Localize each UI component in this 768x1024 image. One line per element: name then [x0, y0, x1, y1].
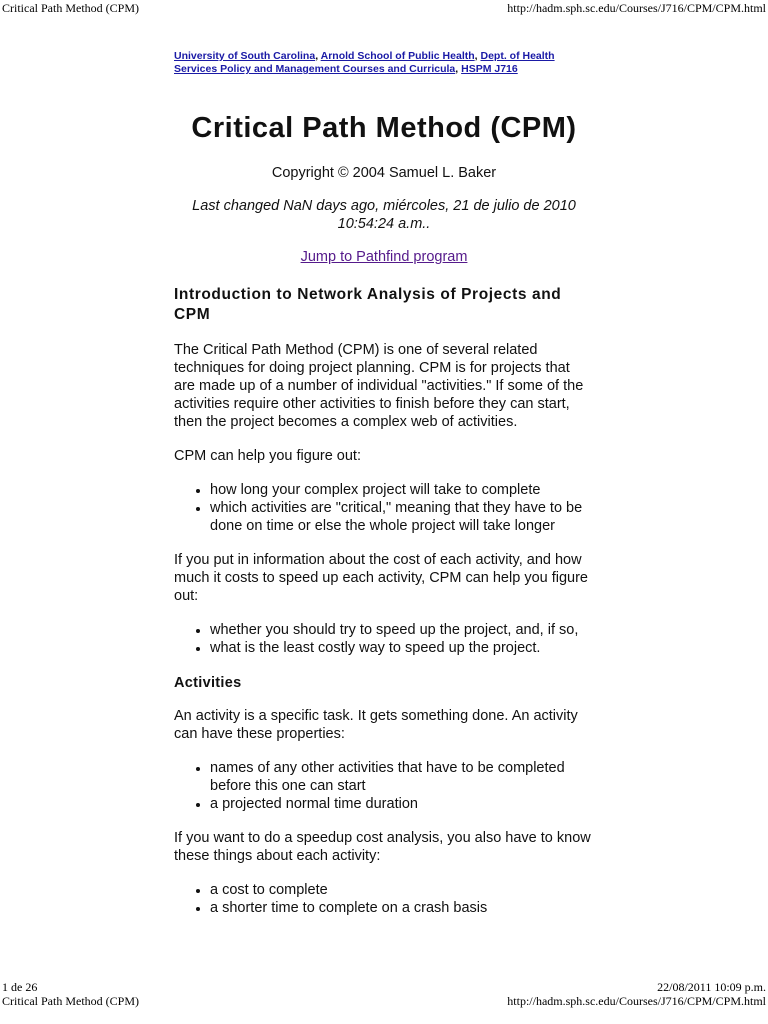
- breadcrumb-link-university[interactable]: University of South Carolina: [174, 50, 316, 62]
- list-item: • what is the least costly way to speed up the project.: [210, 639, 594, 657]
- breadcrumb-separator: ,: [315, 50, 321, 62]
- print-footer-url: http://hadm.sph.sc.edu/Courses/J716/CPM/CPM.html: [507, 994, 766, 1008]
- print-header-title: Critical Path Method (CPM): [2, 1, 139, 15]
- page-title: Critical Path Method (CPM): [191, 112, 577, 144]
- copyright-line: Copyright © 2004 Samuel L. Baker: [271, 165, 497, 181]
- activities-paragraph: If you want to do a speedup cost analysis, you also have to know these things about each activity:: [174, 830, 591, 864]
- intro-paragraph: CPM can help you figure out:: [174, 448, 361, 464]
- activities-heading: Activities: [174, 675, 242, 691]
- intro-paragraph: If you put in information about the cost of each activity, and how much it costs to speed up each activity, CPM can help you figure out:: [174, 552, 588, 604]
- intro-paragraph: The Critical Path Method (CPM) is one of several related techniques for doing project planning. CPM is for projects that are made up of a number of individual "activities." If some of the activities require other activities to finish before they can start, then the project becomes a complex web of activities.: [174, 342, 584, 430]
- page-content: [174, 50, 594, 917]
- jump-to-pathfind-link[interactable]: Jump to Pathfind program: [300, 249, 468, 265]
- print-footer-datetime: 22/08/2011 10:09 p.m.: [657, 980, 766, 994]
- breadcrumb-link-course[interactable]: HSPM J716: [461, 63, 518, 75]
- breadcrumb-separator: ,: [455, 63, 462, 75]
- activities-paragraph: An activity is a specific task. It gets something done. An activity can have these properties:: [174, 708, 578, 742]
- last-changed-line: Last changed NaN days ago, miércoles, 21 de julio de 2010 10:54:24 a.m..: [192, 198, 576, 232]
- print-footer-title: Critical Path Method (CPM): [2, 994, 139, 1008]
- list-item: • names of any other activities that have to be completed before this one can start: [210, 759, 594, 795]
- print-header-url: http://hadm.sph.sc.edu/Courses/J716/CPM/CPM.html: [507, 1, 766, 15]
- bullet-list: [174, 881, 594, 917]
- intro-heading: Introduction to Network Analysis of Projects and CPM: [174, 286, 562, 323]
- list-item: • a shorter time to complete on a crash basis: [210, 899, 594, 917]
- list-item: • a projected normal time duration: [210, 795, 594, 813]
- bullet-list: [174, 481, 594, 535]
- print-header: [0, 1, 768, 15]
- breadcrumb-link-department[interactable]: Dept. of Health Services Policy and Management Courses and Curricula: [174, 50, 555, 75]
- breadcrumb: [174, 50, 594, 76]
- bullet-list: [174, 759, 594, 813]
- breadcrumb-separator: ,: [474, 50, 481, 62]
- list-item: • which activities are "critical," meaning that they have to be done on time or else the whole project will take longer: [210, 499, 594, 535]
- bullet-list: [174, 621, 594, 657]
- print-footer-page: 1 de 26: [2, 980, 38, 994]
- breadcrumb-link-school[interactable]: Arnold School of Public Health: [320, 50, 475, 62]
- print-footer: [0, 980, 768, 1020]
- list-item: • a cost to complete: [210, 881, 594, 899]
- list-item: • how long your complex project will take to complete: [210, 481, 594, 499]
- list-item: • whether you should try to speed up the project, and, if so,: [210, 621, 594, 639]
